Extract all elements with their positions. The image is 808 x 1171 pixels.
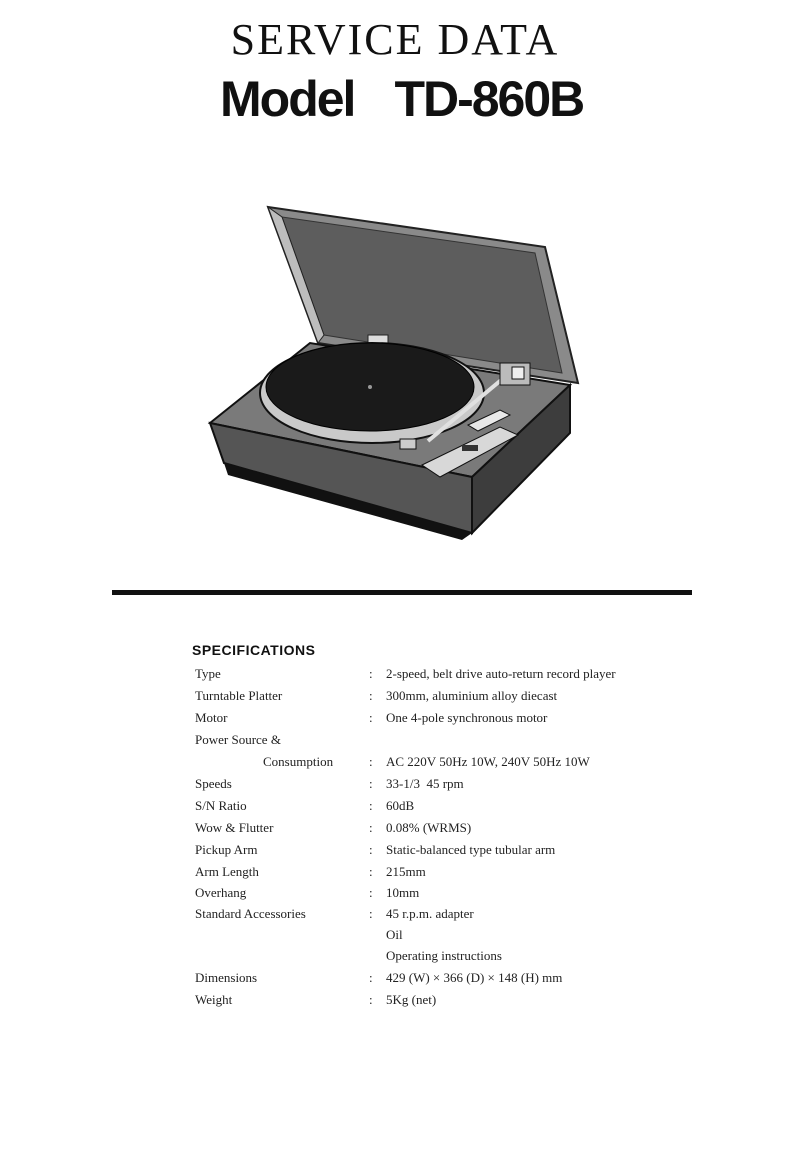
page-title: SERVICE DATA: [230, 15, 560, 64]
control-switch: [462, 445, 478, 451]
spec-value: Operating instructions: [386, 948, 502, 963]
spindle: [368, 385, 372, 389]
spec-value: 300mm, aluminium alloy diecast: [386, 688, 558, 703]
spec-row: [0, 798, 808, 818]
spec-row: [0, 754, 808, 774]
spec-label: Turntable Platter: [195, 688, 283, 703]
spec-value: 0.08% (WRMS): [386, 820, 472, 835]
spec-label: Speeds: [195, 776, 232, 791]
spec-colon: :: [369, 754, 373, 769]
spec-value: 45 r.p.m. adapter: [386, 906, 474, 921]
turntable-illustration: [200, 195, 590, 545]
spec-row: [0, 970, 808, 990]
spec-value: 10mm: [386, 885, 420, 900]
spec-label: Motor: [195, 710, 228, 725]
spec-row: [0, 710, 808, 730]
spec-label: Power Source &: [195, 732, 281, 747]
spec-colon: :: [369, 666, 373, 681]
spec-row: [0, 864, 808, 884]
spec-colon: :: [369, 776, 373, 791]
spec-colon: :: [369, 906, 373, 921]
spec-value: Oil: [386, 927, 403, 942]
spec-label: Standard Accessories: [195, 906, 306, 921]
spec-colon: :: [369, 885, 373, 900]
spec-row: [0, 842, 808, 862]
spec-value: 215mm: [386, 864, 426, 879]
counterweight: [512, 367, 524, 379]
headshell: [400, 439, 416, 449]
spec-value: 429 (W) × 366 (D) × 148 (H) mm: [386, 970, 563, 985]
spec-label: Consumption: [263, 754, 334, 769]
spec-label: S/N Ratio: [195, 798, 247, 813]
spec-value: 33-1/3 45 rpm: [386, 776, 464, 791]
spec-colon: :: [369, 798, 373, 813]
spec-row: [0, 927, 808, 947]
spec-row: [0, 906, 808, 926]
spec-label: Dimensions: [195, 970, 258, 985]
model-label: Model: [220, 71, 355, 127]
spec-row: [0, 776, 808, 796]
spec-colon: :: [369, 710, 373, 725]
spec-label: Type: [195, 666, 221, 681]
spec-row: [0, 688, 808, 708]
spec-colon: :: [369, 842, 373, 857]
spec-value: AC 220V 50Hz 10W, 240V 50Hz 10W: [386, 754, 590, 769]
spec-colon: :: [369, 970, 373, 985]
spec-colon: :: [369, 864, 373, 879]
spec-colon: :: [369, 992, 373, 1007]
spec-value: 5Kg (net): [386, 992, 437, 1007]
specifications-heading: SPECIFICATIONS: [192, 642, 316, 658]
spec-row: [0, 820, 808, 840]
spec-label: Arm Length: [195, 864, 259, 879]
spec-label: Pickup Arm: [195, 842, 258, 857]
section-divider: [112, 590, 692, 595]
spec-label: Wow & Flutter: [195, 820, 274, 835]
model-number: TD-860B: [394, 71, 584, 127]
spec-row: [0, 992, 808, 1012]
spec-label: Weight: [195, 992, 233, 1007]
spec-colon: :: [369, 688, 373, 703]
spec-row: [0, 948, 808, 968]
spec-colon: :: [369, 820, 373, 835]
spec-value: 2-speed, belt drive auto-return record player: [386, 666, 616, 681]
spec-value: Static-balanced type tubular arm: [386, 842, 556, 857]
spec-label: Overhang: [195, 885, 247, 900]
spec-value: One 4-pole synchronous motor: [386, 710, 548, 725]
spec-row: [0, 885, 808, 905]
model-heading: [220, 70, 583, 128]
spec-row: [0, 732, 808, 752]
spec-value: 60dB: [386, 798, 415, 813]
spec-row: [0, 666, 808, 686]
